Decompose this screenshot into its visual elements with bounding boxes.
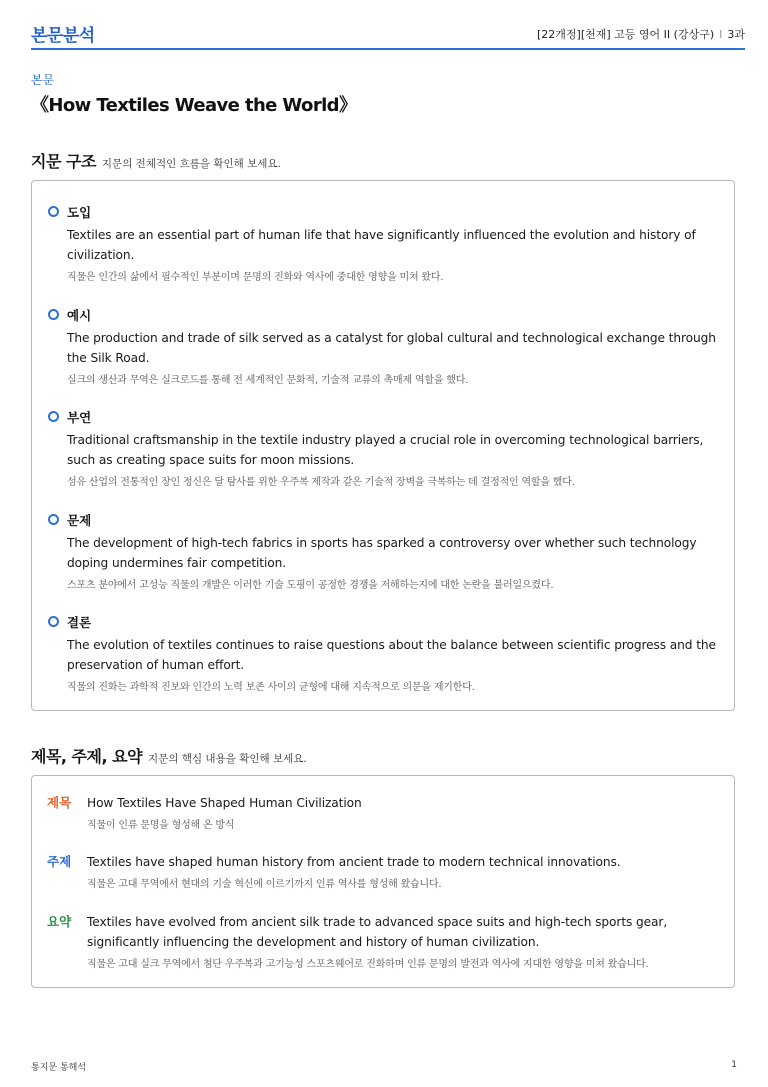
flow-item-conclusion — [48, 613, 718, 693]
summary-topic-label: 주제 — [47, 854, 72, 869]
footer-label: 통지문 통해석 — [31, 1063, 87, 1073]
document-title: 《How Textiles Weave the World》 — [31, 95, 357, 116]
bullet-circle-icon — [48, 616, 59, 627]
summary-topic-english: Textiles have shaped human history from ancient trade to modern technical innovations. — [87, 855, 621, 869]
summary-title-label: 제목 — [47, 795, 72, 810]
flow-korean: 직물의 진화는 과학적 진보와 인간의 노력 보존 사이의 균형에 대해 지속적으로 의문을 제기한다. — [67, 682, 475, 693]
structure-heading — [31, 149, 281, 172]
bullet-circle-icon — [48, 309, 59, 320]
structure-heading-hint: 지문의 전체적인 흐름을 확인해 보세요. — [101, 158, 281, 170]
page-header — [31, 20, 745, 50]
summary-topic-korean: 직물은 고대 무역에서 현대의 기술 혁신에 이르기까지 인류 역사를 형성해 왔습니다. — [87, 879, 442, 890]
structure-heading-title: 지문 구조 — [31, 152, 96, 171]
header-course-info — [537, 26, 745, 42]
summary-title-korean: 직물이 인류 문명을 형성해 온 방식 — [87, 820, 235, 831]
course-name: [22개정][천재] 고등 영어 II (강상구) — [537, 28, 715, 41]
header-separator: I — [719, 28, 723, 41]
header-title: 본문분석 — [31, 26, 95, 46]
flow-item-example — [48, 306, 718, 386]
summary-box — [31, 775, 735, 988]
flow-english: The production and trade of silk served as a catalyst for global cultural and technological exchange through the Silk Road. — [67, 331, 716, 365]
flow-label: 예시 — [67, 308, 92, 323]
summary-abstract-label: 요약 — [47, 914, 72, 929]
section-label: 본문 — [31, 73, 55, 87]
summary-title-english: How Textiles Have Shaped Human Civilization — [87, 796, 362, 810]
flow-label: 부연 — [67, 410, 92, 425]
page-number: 1 — [731, 1060, 737, 1070]
flow-item-intro — [48, 203, 718, 283]
flow-english: The development of high-tech fabrics in sports has sparked a controversy over whether such technology doping undermines fair competition. — [67, 536, 697, 570]
flow-item-problem — [48, 511, 718, 591]
summary-abstract-english: Textiles have evolved from ancient silk trade to advanced space suits and high-tech sports gear, significantly influencing the development and history of human civilization. — [87, 915, 668, 949]
summary-abstract-korean: 직물은 고대 실크 무역에서 첨단 우주복과 고기능성 스포츠웨어로 진화하며 인류 문명의 발전과 역사에 지대한 영향을 미쳐 왔습니다. — [87, 959, 649, 970]
flow-label: 결론 — [67, 615, 92, 630]
summary-heading-hint: 지문의 핵심 내용을 확인해 보세요. — [148, 753, 307, 765]
summary-abstract-item — [47, 912, 718, 970]
flow-item-elaboration — [48, 408, 718, 488]
structure-box — [31, 180, 735, 711]
flow-korean: 직물은 인간의 삶에서 필수적인 부분이며 문명의 진화와 역사에 중대한 영향을 미쳐 왔다. — [67, 272, 444, 283]
flow-korean: 실크의 생산과 무역은 실크로드를 통해 전 세계적인 문화적, 기술적 교류의 촉매제 역할을 했다. — [67, 375, 469, 386]
summary-topic-item — [47, 852, 718, 890]
summary-heading — [31, 744, 307, 767]
summary-title-item — [47, 793, 718, 831]
flow-label: 문제 — [67, 513, 92, 528]
flow-english: The evolution of textiles continues to raise questions about the balance between scientific progress and the preservation of human effort. — [67, 638, 716, 672]
flow-korean: 스포츠 분야에서 고성능 직물의 개발은 이러한 기술 도핑이 공정한 경쟁을 저해하는지에 대한 논란을 불러일으켰다. — [67, 580, 554, 591]
lesson-number: 3과 — [727, 28, 745, 41]
bullet-circle-icon — [48, 206, 59, 217]
summary-heading-title: 제목, 주제, 요약 — [31, 747, 143, 766]
flow-english: Textiles are an essential part of human life that have significantly influenced the evolution and history of civilization. — [67, 228, 696, 262]
flow-english: Traditional craftsmanship in the textile industry played a crucial role in overcoming technological barriers, such as creating space suits for moon missions. — [67, 433, 704, 467]
flow-korean: 섬유 산업의 전통적인 장인 정신은 달 탐사를 위한 우주복 제작과 같은 기술적 장벽을 극복하는 데 결정적인 역할을 했다. — [67, 477, 575, 488]
flow-label: 도입 — [67, 205, 92, 220]
bullet-circle-icon — [48, 411, 59, 422]
bullet-circle-icon — [48, 514, 59, 525]
